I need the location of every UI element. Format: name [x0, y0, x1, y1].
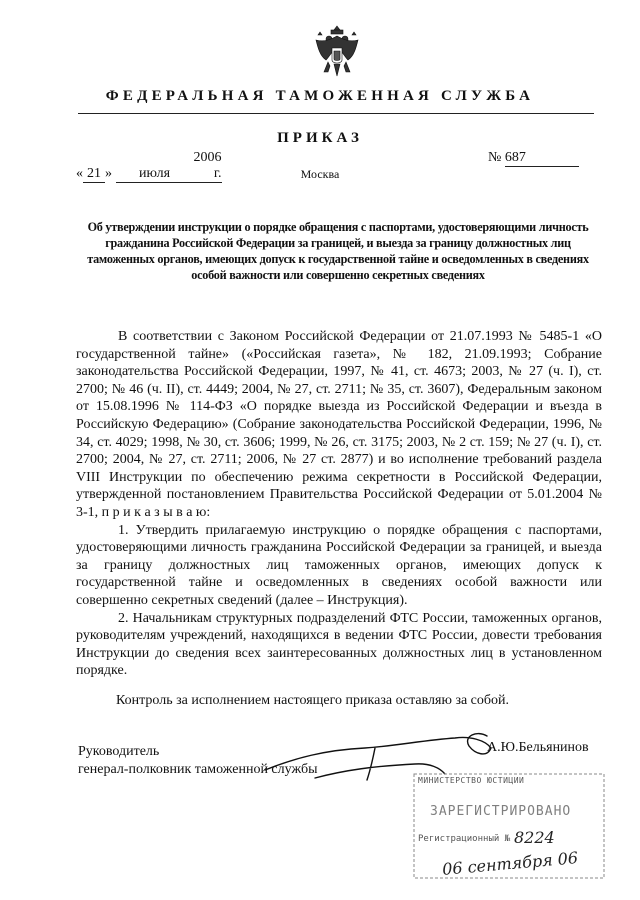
- date-year: 2006 г.: [193, 150, 222, 181]
- order-number: [488, 150, 579, 167]
- stamp-reg-date: 06 сентября 06: [441, 848, 579, 879]
- eagle-emblem-icon: [312, 22, 362, 80]
- city: Москва: [300, 167, 340, 181]
- header-divider: [78, 113, 594, 114]
- stamp-reg-number: 8224: [514, 828, 555, 847]
- number-label: №: [488, 150, 502, 165]
- stamp-ministry: МИНИСТЕРСТВО ЮСТИЦИИ: [418, 776, 525, 785]
- registration-stamp: [412, 772, 612, 882]
- order-body: [76, 328, 602, 680]
- date-month: июля: [116, 166, 194, 183]
- document-type: ПРИКАЗ: [277, 130, 363, 146]
- preamble-paragraph: В соответствии с Законом Российской Федерации от 21.07.1993 № 5485-1 «О государственной тайне» («Российская газета», № 182, 21.09.1993; Собрание законодательства Российской Федерации, 1997, № 41, ст. 4673; 2003, № 27 (ч. I), ст. 2700; № 46 (ч. II), ст. 4449; 2004, № 27, ст. 2711; № 35, ст. 3607), Федеральным законом от 15.08.1996 № 114-ФЗ «О порядке выезда из Российской Федерации и въезда в Российскую Федерацию» (Собрание законодательства Российской Федерации, 1996, № 34, ст. 4029; 1998, № 30, ст. 3606; 1999, № 26, ст. 3175; 2003, № 2 ст. 159; № 27 (ч. I), ст. 2700; 2004, № 27, ст. 2711; 2006, № 27 ст. 2877) и во исполнение требований раздела VIII Инструкции по обеспечению режима секретности в Российской Федерации, утвержденной постановлением Правительства Российской Федерации от 5.01.2004 № 3-1, п р и к а з ы в а ю:: [76, 329, 602, 520]
- role-line-2: генерал-полковник таможенной службы: [78, 762, 318, 777]
- item-2-paragraph: 2. Начальникам структурных подразделений ФТС России, таможенных органов, руководителям учреждений, находящихся в ведении ФТС России, довести требования Инструкции до сведения всех заинтересованных должностных лиц в установленном порядке.: [76, 610, 602, 679]
- number-value: 687: [505, 150, 579, 167]
- signatory-name: А.Ю.Бельянинов: [487, 740, 589, 755]
- control-statement: Контроль за исполнением настоящего приказа оставляю за собой.: [116, 693, 510, 708]
- order-subject: Об утверждении инструкции о порядке обращения с паспортами, удостоверяющими личность гражданина Российской Федерации за границей, и выезда за границу должностных лиц таможенных органов, имеющих допуск к государственной тайне и осведомленных в сведениях особой важности или совершенно секретных сведениях: [87, 220, 589, 282]
- stamp-registered: ЗАРЕГИСТРИРОВАНО: [430, 804, 572, 819]
- stamp-reg-label: Регистрационный №: [418, 834, 511, 844]
- agency-name: ФЕДЕРАЛЬНАЯ ТАМОЖЕННАЯ СЛУЖБА: [105, 88, 535, 104]
- item-1-paragraph: 1. Утвердить прилагаемую инструкцию о порядке обращения с паспортами, удостоверяющими личность гражданина Российской Федерации за границей, и выезда за границу должностных лиц таможенных органов, имеющих допуск к государственной тайне и осведомленных в сведениях особой важности или совершенно секретных сведений (далее – Инструкция).: [76, 522, 602, 608]
- date-day: 21: [83, 166, 105, 183]
- order-date: « 21 » июля2006 г.: [76, 150, 222, 181]
- role-line-1: Руководитель: [78, 744, 160, 759]
